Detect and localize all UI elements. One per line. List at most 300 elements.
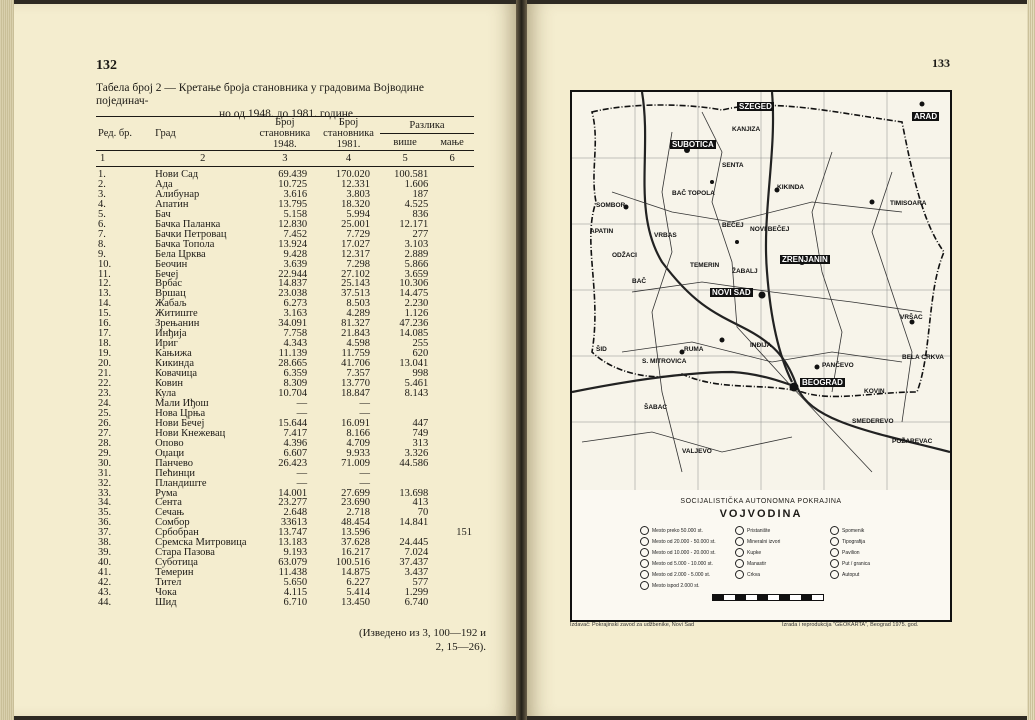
header-more: више	[393, 136, 417, 148]
cell-rb: 4.	[98, 198, 106, 210]
map-city-label: SZEGED	[739, 102, 772, 111]
cell-more	[380, 479, 430, 489]
cell-rb: 40.	[98, 557, 112, 569]
province-border	[591, 105, 944, 396]
legend-symbol-icon	[830, 570, 839, 579]
cell-more: 14.841	[399, 517, 429, 529]
cell-more: 3.103	[404, 238, 429, 250]
cell-city: Бела Црква	[155, 248, 206, 260]
cell-pop-1981: 7.729	[346, 228, 370, 240]
cell-more: 24.445	[399, 537, 429, 549]
legend-symbol-icon	[735, 526, 744, 535]
header-rb: Ред. бр.	[96, 117, 153, 151]
map-city-label: BEOGRAD	[802, 378, 843, 387]
table-row	[96, 459, 474, 469]
cell-pop-1981: 11.759	[341, 348, 370, 360]
cell-more: 44.586	[399, 457, 429, 469]
map-city-label: ŠID	[596, 346, 607, 353]
cell-city: Тител	[155, 577, 182, 589]
legend-label: Mesto ispod 2.000 st.	[652, 582, 700, 589]
cell-rb: 27.	[98, 427, 112, 439]
cell-pop-1981: 14.875	[341, 567, 370, 579]
cell-city: Кула	[155, 387, 176, 399]
legend-label: Manastir	[747, 560, 767, 567]
col-number: 1	[96, 151, 153, 167]
cell-rb: 34.	[98, 497, 112, 509]
map-city-label: NOVI SAD	[712, 288, 751, 297]
cell-less	[430, 289, 474, 299]
cell-pop-1981: 18.847	[341, 387, 370, 399]
cell-less	[430, 489, 474, 499]
cell-less	[430, 279, 474, 289]
cell-rb: 31.	[98, 467, 112, 479]
scale-bar	[712, 594, 824, 601]
source-line-1: (Изведено из 3, 100—192 и	[358, 627, 486, 639]
map-city-label: NOVI BEČEJ	[750, 226, 790, 233]
cell-city: Бечеј	[155, 268, 179, 280]
cell-pop-1948: 23.277	[278, 497, 308, 509]
legend-item	[735, 559, 766, 568]
column-number-row	[96, 151, 474, 167]
legend-symbol-icon	[735, 559, 744, 568]
cell-pop-1948: 3.163	[283, 308, 308, 320]
cell-more: 37.437	[399, 557, 429, 569]
legend-label: Mesto od 10.000 - 20.000 st.	[652, 549, 716, 556]
caption-line-1: Табела број 2 — Кретање броја становника у градовима Војводине појединач-	[96, 82, 425, 107]
cell-pop-1981: 4.598	[346, 338, 370, 350]
cell-less	[430, 299, 474, 309]
cell-pop-1948: 3.616	[283, 188, 308, 200]
cell-city: Инђија	[155, 328, 187, 340]
map-city-label: PANČEVO	[822, 362, 854, 369]
cell-less	[430, 538, 474, 548]
population-table	[96, 116, 474, 608]
cell-more: 3.437	[404, 567, 429, 579]
legend-item	[830, 559, 870, 568]
cell-pop-1948: 11.139	[278, 348, 308, 360]
cell-pop-1948: 10.725	[278, 178, 308, 190]
table-row	[96, 598, 474, 608]
cell-rb: 39.	[98, 547, 112, 559]
cell-city: Оџаци	[155, 447, 185, 459]
cell-pop-1948: 15.644	[278, 417, 308, 429]
cell-pop-1948: 13.795	[278, 198, 308, 210]
cell-more: 1.299	[404, 587, 429, 599]
cell-rb: 19.	[98, 348, 112, 360]
map-city-label: ZRENJANIN	[782, 255, 828, 264]
cell-pop-1948: 14.001	[278, 487, 308, 499]
legend-label: Mesto od 20.000 - 50.000 st.	[652, 538, 716, 545]
map-city-label: VALJEVO	[682, 448, 712, 455]
cell-less	[430, 180, 474, 190]
cell-pop-1981: 4.709	[346, 437, 370, 449]
cell-more: 6.740	[404, 596, 429, 608]
map-city-label: BAČ	[632, 278, 647, 285]
cell-city: Нови Сад	[155, 169, 199, 180]
cell-pop-1948: —	[296, 467, 308, 479]
cell-pop-1948: 34.091	[278, 318, 308, 330]
cell-city: Ковачица	[155, 368, 198, 380]
col-number: 3	[253, 151, 318, 167]
legend-label: Spomenik	[842, 527, 865, 534]
cell-pop-1948: 6.607	[283, 447, 308, 459]
cell-rb: 3.	[98, 188, 106, 200]
cell-rb: 21.	[98, 368, 112, 380]
cell-city: Темерин	[155, 567, 194, 579]
cell-city: Сента	[155, 497, 182, 509]
legend-symbol-icon	[830, 537, 839, 546]
cell-more: 1.126	[404, 308, 429, 320]
cell-pop-1981: 16.091	[341, 417, 370, 429]
legend-label: Crkva	[747, 571, 761, 578]
cell-more: 277	[412, 228, 429, 240]
cell-city: Зрењанин	[155, 318, 200, 330]
cell-less	[430, 309, 474, 319]
cell-less	[430, 270, 474, 280]
cell-more: 70	[417, 507, 429, 519]
cell-pop-1981: 6.227	[346, 577, 370, 589]
cell-pop-1948: 9.193	[283, 547, 308, 559]
cell-less	[430, 449, 474, 459]
legend-item	[640, 581, 700, 590]
cell-less	[430, 329, 474, 339]
cell-city: Житиште	[155, 308, 198, 320]
cell-city: Вршац	[155, 288, 186, 300]
legend-item	[735, 548, 761, 557]
cell-more: 14.085	[399, 328, 429, 340]
cell-pop-1948: 5.158	[283, 208, 308, 220]
map-city-label: RUMA	[684, 346, 704, 353]
cell-city: Нова Црња	[155, 407, 206, 419]
cell-rb: 9.	[98, 248, 106, 260]
cell-pop-1981: 5.994	[346, 208, 370, 220]
cell-pop-1981: 81.327	[341, 318, 370, 330]
cell-pop-1948: 12.830	[278, 218, 308, 230]
cell-pop-1948: 22.944	[278, 268, 308, 280]
cell-pop-1948: 4.343	[283, 338, 308, 350]
legend-label: Mineralni izvori	[747, 538, 781, 545]
cell-less	[430, 339, 474, 349]
cell-rb: 38.	[98, 537, 112, 549]
cell-rb: 26.	[98, 417, 112, 429]
cell-pop-1948: 8.309	[283, 378, 308, 390]
cell-city: Мали Иђош	[155, 397, 209, 409]
book-edge-left	[0, 0, 14, 720]
source-note	[356, 626, 486, 654]
cell-more: 47.236	[399, 318, 429, 330]
cell-more: 4.525	[404, 198, 429, 210]
cell-pop-1981: 8.166	[346, 427, 370, 439]
cell-less	[430, 250, 474, 260]
cell-rb: 44.	[98, 596, 112, 608]
cell-pop-1981: 7.298	[346, 258, 370, 270]
table-row	[96, 167, 474, 180]
cell-pop-1981: 25.143	[341, 278, 370, 290]
cell-less	[430, 167, 474, 180]
cell-pop-1981: 48.454	[341, 517, 370, 529]
cell-pop-1981: 37.628	[341, 537, 370, 549]
cell-city: Сремска Митровица	[155, 537, 247, 549]
cell-rb: 2.	[98, 178, 106, 190]
cell-pop-1981: —	[359, 407, 370, 419]
cell-rb: 32.	[98, 477, 112, 489]
legend-label: Put / granica	[842, 560, 871, 567]
table-row	[96, 389, 474, 399]
map-city-label: VRBAS	[654, 232, 677, 239]
cell-more: 13.698	[399, 487, 429, 499]
cell-rb: 14.	[98, 298, 112, 310]
cell-rb: 24.	[98, 397, 112, 409]
cell-city: Алибунар	[155, 188, 200, 200]
cell-less	[430, 210, 474, 220]
cell-city: Пећинци	[155, 467, 196, 479]
map-credit-right: Izrada i reprodukcija "GEOKARTA", Beograd 1975. god.	[782, 622, 919, 628]
cell-rb: 1.	[98, 169, 106, 180]
legend-item	[830, 526, 864, 535]
map-credit-left: Izdavač: Pokrajinski zavod za udžbenike, Novi Sad	[570, 622, 695, 628]
cell-less	[430, 319, 474, 329]
legend-symbol-icon	[640, 537, 649, 546]
cell-city: Врбас	[155, 278, 182, 290]
cell-rb: 18.	[98, 338, 112, 350]
cell-pop-1981: 8.503	[346, 298, 370, 310]
cell-pop-1981: 100.516	[335, 557, 370, 569]
cell-more	[380, 469, 430, 479]
cell-rb: 15.	[98, 308, 112, 320]
cell-pop-1948: 2.648	[283, 507, 308, 519]
map-city-label: SENTA	[722, 162, 744, 169]
cell-pop-1948: —	[296, 397, 308, 409]
cell-pop-1948: 6.710	[283, 596, 308, 608]
legend-item	[735, 526, 770, 535]
legend-symbol-icon	[640, 570, 649, 579]
cell-city: Рума	[155, 487, 178, 499]
cell-rb: 42.	[98, 577, 112, 589]
cell-more: 749	[412, 427, 429, 439]
cell-pop-1981: 17.027	[341, 238, 370, 250]
cell-more: 577	[412, 577, 429, 589]
cell-less	[430, 548, 474, 558]
cell-city: Опово	[155, 437, 184, 449]
cell-less	[430, 469, 474, 479]
legend-symbol-icon	[735, 548, 744, 557]
cell-rb: 13.	[98, 288, 112, 300]
cell-pop-1948: 6.359	[283, 368, 308, 380]
cell-pop-1948: 26.423	[278, 457, 308, 469]
map-grid	[572, 92, 950, 490]
legend-symbol-icon	[640, 548, 649, 557]
cell-city: Ириг	[155, 338, 178, 350]
cell-city: Кањижа	[155, 348, 192, 360]
cell-rb: 37.	[98, 527, 112, 539]
cell-city: Бачка Топола	[155, 238, 215, 250]
map-city-label: VRŠAC	[900, 314, 923, 321]
cell-less	[430, 578, 474, 588]
legend-symbol-icon	[735, 537, 744, 546]
cell-pop-1981: 12.317	[341, 248, 370, 260]
legend-symbol-icon	[830, 526, 839, 535]
legend-symbol-icon	[640, 559, 649, 568]
map-city-label: BELA CRKVA	[902, 354, 944, 361]
cell-less	[430, 220, 474, 230]
cell-rb: 20.	[98, 358, 112, 370]
cell-city: Ковин	[155, 378, 184, 390]
legend-label: Mesto od 5.000 - 10.000 st.	[652, 560, 713, 567]
cell-less	[430, 568, 474, 578]
cell-less	[430, 479, 474, 489]
legend-item	[640, 570, 710, 579]
legend-label: Kupke	[747, 549, 762, 556]
legend-label: Autoput	[842, 571, 860, 578]
cell-city: Сечањ	[155, 507, 185, 519]
map-city-label: KOVIN	[864, 388, 885, 395]
cell-pop-1981: —	[359, 477, 370, 489]
cell-less	[430, 508, 474, 518]
cell-rb: 6.	[98, 218, 106, 230]
legend-symbol-icon	[640, 581, 649, 590]
cell-pop-1981: 7.357	[346, 368, 370, 380]
cell-pop-1981: 27.102	[341, 268, 370, 280]
cell-pop-1981: 13.770	[341, 378, 370, 390]
cell-city: Сомбор	[155, 517, 190, 529]
cell-more: 7.024	[404, 547, 429, 559]
map-city-label: ŽABALJ	[732, 268, 758, 275]
map-city-label: ARAD	[914, 112, 938, 121]
cell-pop-1948: 13.183	[278, 537, 308, 549]
cell-pop-1948: —	[296, 477, 308, 489]
cell-rb: 43.	[98, 587, 112, 599]
cell-pop-1981: 23.690	[341, 497, 370, 509]
cell-pop-1981: —	[359, 397, 370, 409]
cell-more: 836	[412, 208, 429, 220]
map-city-label: APATIN	[590, 228, 614, 235]
cell-city: Бачка Паланка	[155, 218, 221, 230]
cell-rb: 8.	[98, 238, 106, 250]
cell-more: 12.171	[399, 218, 429, 230]
legend-symbol-icon	[735, 570, 744, 579]
cell-more	[380, 399, 430, 409]
map-city-label: INĐIJA	[750, 342, 772, 349]
legend-label: Tipografija	[842, 538, 866, 545]
cell-rb: 16.	[98, 318, 112, 330]
page-number-right: 133	[932, 56, 950, 70]
cell-pop-1948: 69.439	[278, 169, 308, 180]
cell-pop-1948: 11.438	[278, 567, 308, 579]
cell-more: 14.475	[399, 288, 429, 300]
cell-rb: 23.	[98, 387, 112, 399]
cell-pop-1948: 28.665	[278, 358, 308, 370]
cell-less	[430, 419, 474, 429]
cell-pop-1981: —	[359, 467, 370, 479]
cell-rb: 17.	[98, 328, 112, 340]
table-row	[96, 469, 474, 479]
cell-more: 100.581	[394, 169, 429, 180]
cell-city: Пландиште	[155, 477, 207, 489]
book-edge-right	[1027, 0, 1035, 720]
vojvodina-map	[570, 90, 952, 622]
caption-line-2: но од 1948. до 1981. године	[218, 108, 353, 120]
cell-pop-1981: 16.217	[341, 547, 370, 559]
cell-more: 10.306	[399, 278, 429, 290]
legend-label: Pavilion	[842, 549, 860, 556]
cell-pop-1948: 7.452	[283, 228, 308, 240]
cell-pop-1948: 3.639	[283, 258, 308, 270]
cell-rb: 7.	[98, 228, 106, 240]
cell-more: 2.230	[404, 298, 429, 310]
cell-less	[430, 409, 474, 419]
cell-pop-1948: 4.115	[283, 587, 308, 599]
cell-rb: 36.	[98, 517, 112, 529]
cell-pop-1948: 13.924	[278, 238, 308, 250]
cell-pop-1981: 3.803	[346, 188, 370, 200]
map-title-line-2: VOJVODINA	[719, 508, 803, 520]
cell-more: 313	[412, 437, 429, 449]
cell-less	[430, 598, 474, 608]
cell-less	[430, 399, 474, 409]
cell-pop-1981: 71.009	[341, 457, 370, 469]
legend-symbol-icon	[830, 559, 839, 568]
cell-more: 447	[412, 417, 429, 429]
cell-rb: 5.	[98, 208, 106, 220]
legend-item	[735, 537, 780, 546]
map-city-label: ODŽACI	[612, 252, 637, 259]
cell-rb: 29.	[98, 447, 112, 459]
header-pop-1981: Број становника 1981.	[317, 117, 380, 151]
cell-pop-1948: 4.396	[283, 437, 308, 449]
cell-more: 3.326	[404, 447, 429, 459]
cell-less: 151	[456, 527, 472, 539]
map-legend	[572, 490, 950, 620]
cell-pop-1948: 7.758	[283, 328, 308, 340]
map-city-label: S. MITROVICA	[642, 358, 687, 365]
cell-pop-1948: 6.273	[283, 298, 308, 310]
page-number-left: 132	[96, 58, 117, 73]
cell-less	[430, 439, 474, 449]
cell-rb: 25.	[98, 407, 112, 419]
cell-pop-1981: 4.289	[346, 308, 370, 320]
cell-rb: 41.	[98, 567, 112, 579]
cell-pop-1981: 18.320	[341, 198, 370, 210]
col-number: 4	[317, 151, 380, 167]
header-pop-1948: Број становника 1948.	[253, 117, 318, 151]
cell-city: Шид	[155, 596, 177, 608]
cell-pop-1981: 13.596	[341, 527, 370, 539]
cell-less	[430, 369, 474, 379]
legend-item	[640, 526, 703, 535]
map-title-line-1: SOCIJALISTIČKA AUTONOMNA POKRAJINA	[680, 498, 842, 505]
cell-city: Србобран	[155, 527, 199, 539]
cell-more: 3.659	[404, 268, 429, 280]
cell-pop-1981: 27.699	[341, 487, 370, 499]
cell-less	[430, 200, 474, 210]
cell-rb: 12.	[98, 278, 112, 290]
cell-less	[430, 190, 474, 200]
legend-label: Pristanište	[747, 527, 771, 534]
cell-pop-1948: —	[296, 407, 308, 419]
header-city: Град	[153, 117, 252, 151]
cell-rb: 30.	[98, 457, 112, 469]
cell-more: 998	[412, 368, 429, 380]
cell-less	[430, 498, 474, 508]
cell-city: Панчево	[155, 457, 194, 469]
cell-city: Суботица	[155, 557, 198, 569]
cell-city: Нови Кнежевац	[155, 427, 226, 439]
cell-pop-1948: 23.038	[278, 288, 308, 300]
legend-item	[830, 570, 859, 579]
cell-more: 1.606	[404, 178, 429, 190]
col-number: 6	[430, 151, 474, 167]
cell-pop-1948: 13.747	[278, 527, 308, 539]
